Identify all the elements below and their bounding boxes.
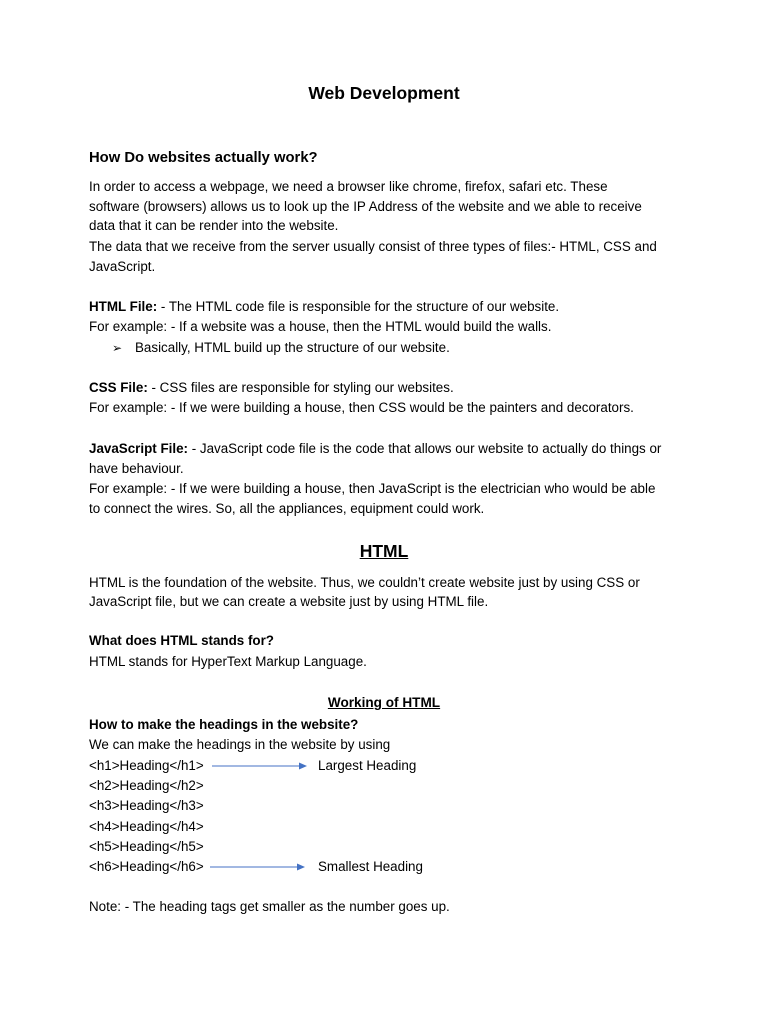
paragraph-line: JavaScript. — [89, 259, 156, 274]
smallest-heading-label: Smallest Heading — [318, 859, 423, 874]
html-file-bullet: Basically, HTML build up the structure of our website. — [135, 340, 450, 355]
html-answer: HTML stands for HyperText Markup Language. — [89, 654, 367, 669]
paragraph-line: data that it can be render into the website. — [89, 218, 339, 233]
html-file-line — [89, 298, 559, 316]
heading-tag-h5: <h5>Heading</h5> — [89, 839, 204, 854]
heading-tag-h2: <h2>Heading</h2> — [89, 778, 204, 793]
css-file-example: For example: - If we were building a house, then CSS would be the painters and decorators. — [89, 400, 634, 415]
css-file-line — [89, 379, 454, 397]
working-of-html-heading: Working of HTML — [327, 695, 441, 710]
js-file-text: - JavaScript code file is the code that allows our website to actually do things or — [188, 441, 662, 456]
js-file-line — [89, 440, 661, 458]
paragraph-line: In order to access a webpage, we need a browser like chrome, firefox, safari etc. These — [89, 179, 608, 194]
heading-tag-h4: <h4>Heading</h4> — [89, 819, 204, 834]
html-section-heading: HTML — [359, 541, 409, 561]
html-question: What does HTML stands for? — [89, 633, 274, 648]
arrow-right-icon — [210, 861, 306, 873]
css-file-label: CSS File: — [89, 380, 148, 395]
heading-tag-h1: <h1>Heading</h1> — [89, 758, 204, 773]
largest-heading-label: Largest Heading — [318, 758, 417, 773]
js-file-example-continued: to connect the wires. So, all the appliances, equipment could work. — [89, 501, 485, 516]
paragraph-line: software (browsers) allows us to look up the IP Address of the website and we able to receive — [89, 199, 642, 214]
css-file-text: - CSS files are responsible for styling our websites. — [147, 380, 454, 395]
js-file-example: For example: - If we were building a house, then JavaScript is the electrician who would be able — [89, 481, 656, 496]
note-text: Note: - The heading tags get smaller as the number goes up. — [89, 899, 450, 914]
paragraph-line: The data that we receive from the server usually consist of three types of files:- HTML, CSS and — [89, 239, 657, 254]
arrow-bullet-icon: ➢ — [112, 341, 123, 355]
section-heading-how-websites-work: How Do websites actually work? — [89, 150, 318, 166]
document-title: Web Development — [308, 83, 460, 103]
heading-tag-h6: <h6>Heading</h6> — [89, 859, 204, 874]
html-file-text: - The HTML code file is responsible for the structure of our website. — [157, 299, 560, 314]
html-intro-line: HTML is the foundation of the website. Thus, we couldn’t create website just by using CSS or — [89, 575, 640, 590]
headings-question: How to make the headings in the website? — [89, 717, 359, 732]
js-file-label: JavaScript File: — [89, 441, 188, 456]
html-intro-line: JavaScript file, but we can create a website just by using HTML file. — [89, 594, 489, 609]
arrow-right-icon — [212, 760, 308, 772]
heading-tag-h3: <h3>Heading</h3> — [89, 798, 204, 813]
js-file-text-continued: have behaviour. — [89, 461, 184, 476]
headings-intro: We can make the headings in the website by using — [89, 737, 391, 752]
html-file-example: For example: - If a website was a house, then the HTML would build the walls. — [89, 319, 552, 334]
html-file-label: HTML File: — [89, 299, 158, 314]
